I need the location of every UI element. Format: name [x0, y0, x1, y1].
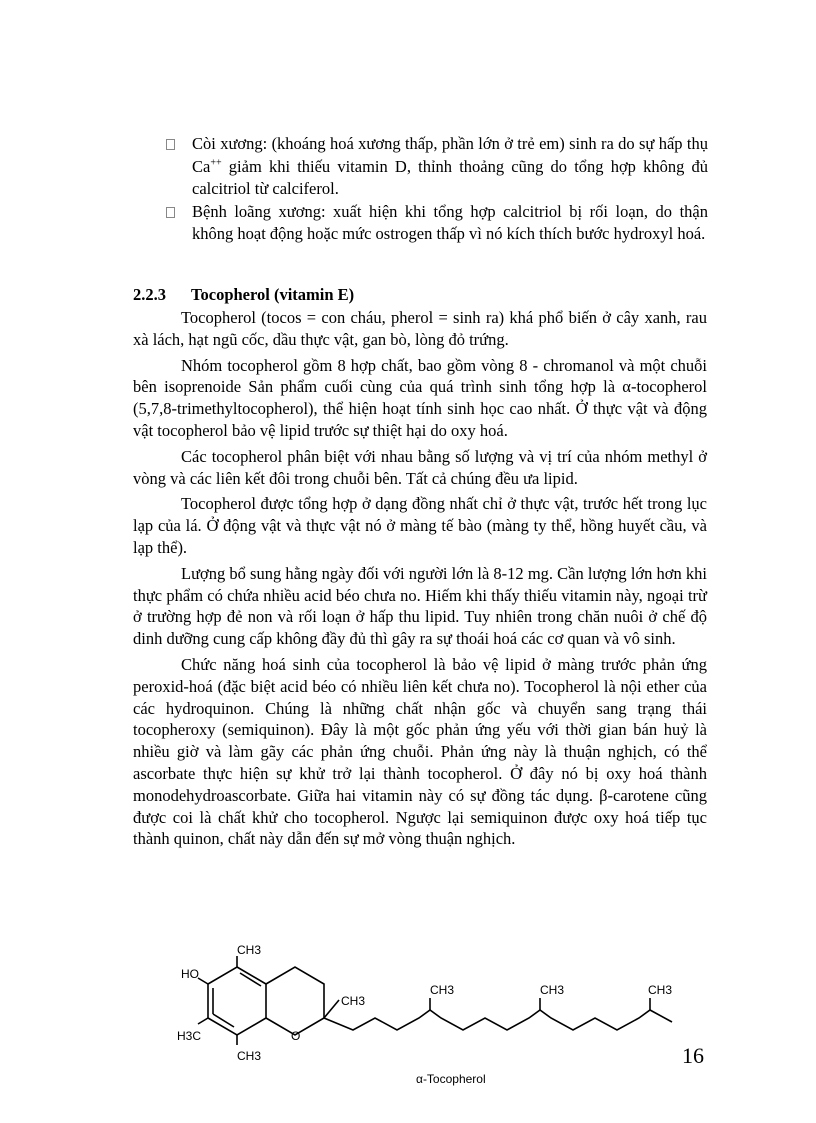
label-ch3-chain1: CH3: [430, 983, 455, 997]
aromatic-ring: [208, 967, 266, 1035]
bullet-item: [160, 133, 708, 201]
paragraph: Lượng bổ sung hằng ngày đối với người lớn là 8-12 mg. Cần lượng lớn hơn khi thực phẩm có chứa nhiều acid béo chưa no. Hiếm khi thấy thiếu vitamin này, ngoại trừ ở trường hợp đẻ non và rối loạn ở hấp thu lipid. Tuy nhiên trong chăn nuôi ở chế độ dinh dưỡng cung cấp không đầy đủ thì gây ra sự thoái hoá các cơ quan và vô sinh.: [133, 563, 707, 649]
bullet-list: [160, 133, 708, 246]
section-title: Tocopherol (vitamin E): [191, 285, 355, 304]
label-ho: HO: [181, 967, 199, 981]
bullet-text-post: giảm khi thiếu vitamin D, thỉnh thoảng cũng do tổng hợp không đủ calcitriol từ calciferol.: [192, 156, 708, 198]
molecule-bonds: [198, 956, 672, 1045]
bullet-box-icon: [166, 207, 175, 218]
label-ch3-chain2: CH3: [540, 983, 565, 997]
label-ch3-top: CH3: [237, 943, 262, 957]
label-ch3-bottom: CH3: [237, 1049, 262, 1063]
isoprenoid-chain: [324, 1010, 672, 1030]
bullet-text: Bệnh loãng xương: xuất hiện khi tổng hợp calcitriol bị rối loạn, do thận không hoạt động hoặc mức ostrogen thấp vì nó kích thích bước hydroxyl hoá.: [192, 201, 708, 243]
paragraph: Nhóm tocopherol gồm 8 hợp chất, bao gồm vòng 8 - chromanol và một chuỗi bên isoprenoide Sản phẩm cuối cùng của quá trình sinh tổng hợp là α-tocopherol (5,7,8-trimethyltocopherol), thể hiện hoạt tính sinh học cao nhất. Ở thực vật và động vật tocopherol bảo vệ lipid trước sự thiệt hại do oxy hoá.: [133, 355, 707, 440]
label-h3c: H3C: [177, 1029, 202, 1043]
bullet-item: [160, 201, 708, 246]
paragraph: Chức năng hoá sinh của tocopherol là bảo vệ lipid ở màng trước phản ứng peroxid-hoá (đặc biệt acid béo có nhiều liên kết chưa no). Tocopherol là nội ether của các hydroquinon. Chúng là những chất nhận gốc và chuyển sang trạng thái tocopheroxy (semiquinon). Đây là một gốc phản ứng yếu với thời gian bán huỷ là nhiều giờ và làm gãy các phản ứng chuỗi. Phản ứng này là thuận nghịch, có thể ascorbate thực hiện sự khử trở lại thành tocopherol. Ở đây nó bị oxy hoá thành monodehydroascorbate. Giữa hai vitamin này có sự đồng tác dụng. β-carotene cũng được coi là chất khử cho tocopherol. Ngược lại semiquinon được oxy hoá tiếp tục thành quinon, chất này dẫn đến sự mở vòng thuận nghịch.: [133, 654, 707, 849]
label-ch3-c2: CH3: [341, 994, 366, 1008]
superscript-charge: ++: [210, 157, 222, 168]
pyran-ring: [266, 967, 324, 1035]
section-heading: [133, 284, 354, 306]
page-number: 16: [682, 1043, 704, 1068]
tocopherol-structure-figure: [172, 940, 692, 1090]
bullet-box-icon: [166, 139, 175, 150]
paragraph: Các tocopherol phân biệt với nhau bằng số lượng và vị trí của nhóm methyl ở vòng và các liên kết đôi trong chuỗi bên. Tất cả chúng đều ưa lipid.: [133, 446, 707, 488]
section-number: 2.2.3: [133, 285, 166, 304]
paragraph: Tocopherol được tổng hợp ở dạng đồng nhất chỉ ở thực vật, trước hết trong lục lạp của lá. Ở động vật và thực vật nó ở màng tế bào (màng ty thể, hồng huyết cầu, và lạp thể).: [133, 494, 707, 557]
figure-caption: α-Tocopherol: [416, 1072, 486, 1086]
bullet-text-pre: Còi xương: (khoáng hoá xương thấp, phần lớn ở trẻ em) sinh ra do sự hấp thụ Ca: [192, 134, 708, 176]
paragraph: Tocopherol (tocos = con cháu, pherol = sinh ra) khá phổ biến ở cây xanh, rau xà lách, hạt ngũ cốc, dầu thực vật, gan bò, lòng đỏ trứng.: [133, 308, 707, 349]
label-ch3-chain3: CH3: [648, 983, 673, 997]
body-text: [133, 307, 707, 854]
label-o: O: [291, 1029, 301, 1043]
